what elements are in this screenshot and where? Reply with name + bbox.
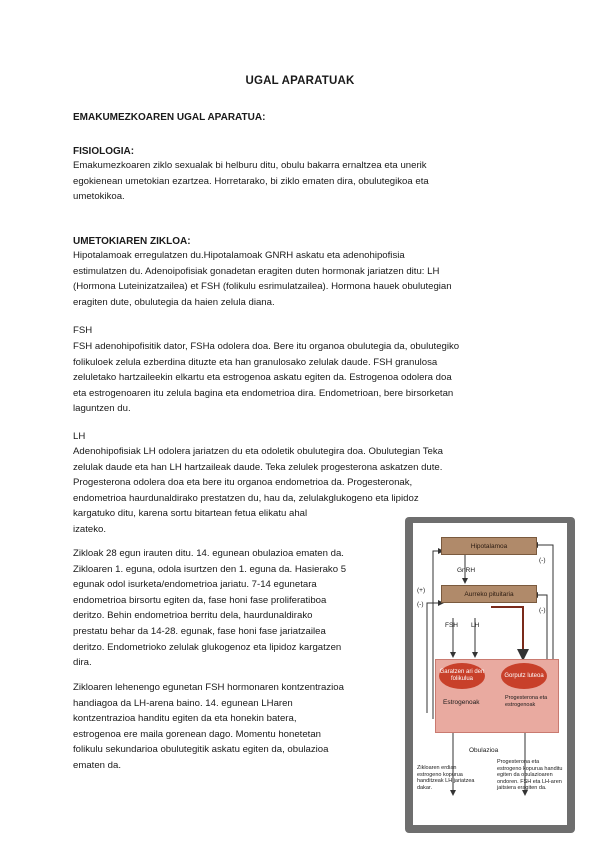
lh-heading: LH xyxy=(73,431,86,442)
estrogen-label: Estrogenoak xyxy=(443,699,480,706)
fsh-label: FSH xyxy=(445,622,458,629)
lh-to-luteum-arrow xyxy=(491,607,523,655)
lh-label: LH xyxy=(471,622,480,629)
text-line: ematen da. xyxy=(73,759,122,771)
fsh-paragraph xyxy=(73,339,533,417)
text-line: (Hormona Luteinizatzailea) et FSH (folikulu esrimulatzailea). Hormona hauek obulutegian xyxy=(73,281,452,293)
text-line: kargatuko ditu, karena sortu bitartean fetua elikatu ahal xyxy=(73,508,308,520)
text-line: endometrioa haurdunaldirako prestatzen du, hau da, zelulakglukogeno eta lipidoz xyxy=(73,492,419,504)
text-line: folikulu sekundarioa obulutegitik askatu egiten da, obulazioa xyxy=(73,744,329,756)
text-line: Progesterona odolera doa eta bere itu organoa endometrioa da. Progesteronak, xyxy=(73,477,413,489)
text-line: folikuloek zelula ezberdina dituzte eta han granulosako zelulak daude. FSH granulosa xyxy=(73,356,438,368)
text-line: zelulak daude eta han LH hartzaileak daude. Teka zelulek progesterona askatzen dute. xyxy=(73,461,443,473)
text-line: Adenohipofisiak LH odolera jariatzen du eta odoletik obulutegira doa. Obulutegian Teka xyxy=(73,446,443,457)
lehenengo-paragraph xyxy=(73,680,403,774)
text-line: kontzentrazioa handitu egiten da eta honekin batera, xyxy=(73,713,297,725)
text-line: eta estrogenoaren itu zelula bagina eta endometrioa dira. Endometrioan, bere birsorketan xyxy=(73,387,454,399)
corpus-luteum: Gorputz luteoa xyxy=(501,663,547,689)
hormone-diagram xyxy=(405,517,575,833)
page-title: UGAL APARATUAK xyxy=(245,75,355,87)
text-line: estrogenoa ere maila gorenean dago. Momentu honetetan xyxy=(73,728,322,740)
minus-label: (-) xyxy=(417,601,424,608)
note-right: Progesterona eta estrogeno kopurua handitu egiten da obulazioaren ondoren. FSH eta LH-aren jaitsiera eragiten da. xyxy=(497,759,563,791)
hypothalamus-box: Hipotalamoa xyxy=(441,537,537,555)
progesterone-estrogen-label: Progesterona eta estrogenoak xyxy=(505,695,548,708)
text-line: egokienean umetokian ezartzea. Horretarako, bi ziklo ematen dira, obulutegikoa eta xyxy=(73,175,429,187)
text-line: Zikloak 28 egun irauten ditu. 14. egunean obulazioa ematen da. xyxy=(73,548,344,559)
note-left: Zikloaren erdian estrogeno kopurua handitzeak LH jariatzea dakar. xyxy=(417,765,475,791)
text-line: umetokikoa. xyxy=(73,191,125,203)
text-line: Zikloaren lehenengo egunetan FSH hormonaren kontzentrazioa xyxy=(73,682,344,693)
text-line: izateko. xyxy=(73,523,107,535)
text-line: handiagoa da LH-arena baino. 14. egunean LHaren xyxy=(73,697,293,709)
text-line: estimulatzen du. Adenoipofisiak gonadetan eragiten duten hormonak jariatzen ditu: LH xyxy=(73,265,440,277)
text-line: laguntzen du. xyxy=(73,403,131,415)
text-line: zeluletako hartzaileekin elkartu eta estrogenoa askatu egiten da. Estrogenoa odolera doa xyxy=(73,372,452,384)
plus-label: (+) xyxy=(417,587,426,594)
umetoki-heading: UMETOKIAREN ZIKLOA: xyxy=(73,236,191,247)
text-line: deritzo. Endometrioko zelulak glukogenoz eta lipidoz kargatzen xyxy=(73,641,342,653)
text-line: endometrioa birsortu egiten da, fase honi fase proliferatiboa xyxy=(73,594,327,606)
gnrh-label: GnRH xyxy=(457,567,476,574)
minus-label: (-) xyxy=(539,557,546,564)
zikloak-paragraph xyxy=(73,546,403,671)
ovulation-label: Obulazioa xyxy=(469,747,499,754)
text-line: egunak odol isurketa/endometrioa jariatu. 7-14 egunetara xyxy=(73,579,317,591)
text-line: prestatu behar da 14-28. egunak, fase honi fase jariatzailea xyxy=(73,625,326,637)
text-line: eragiten dute, obulutegia da haien zelula diana. xyxy=(73,296,275,308)
fsh-heading: FSH xyxy=(73,325,93,336)
diagram-canvas xyxy=(413,523,567,825)
umetoki-paragraph xyxy=(73,248,533,310)
minus-label: (-) xyxy=(539,607,546,614)
section-heading: EMAKUMEZKOAREN UGAL APARATUA: xyxy=(73,112,266,123)
anterior-pituitary-box: Aurreko pituitaria xyxy=(441,585,537,603)
fisiologia-heading: FISIOLOGIA: xyxy=(73,146,135,157)
text-line: FSH adenohipofisitik dator, FSHa odolera doa. Bere itu organoa obulutegia da, obulutegiko xyxy=(73,341,460,352)
text-line: Emakumezkoaren ziklo sexualak bi helburu ditu, obulu bakarra ernaltzea eta unerik xyxy=(73,160,427,171)
text-line: Zikloaren 1. eguna, odola isurtzen den 1. eguna da. Hasierako 5 xyxy=(73,563,347,575)
text-line: dira. xyxy=(73,657,92,669)
developing-follicle: Garatzen ari den folikulua xyxy=(439,663,485,689)
fisiologia-paragraph xyxy=(73,158,533,205)
text-line: Hipotalamoak erregulatzen du.Hipotalamoak GNRH askatu eta adenohipofisia xyxy=(73,250,405,261)
text-line: deritzo. Behin endometrioa berritu dela, haurdunaldirako xyxy=(73,610,313,622)
